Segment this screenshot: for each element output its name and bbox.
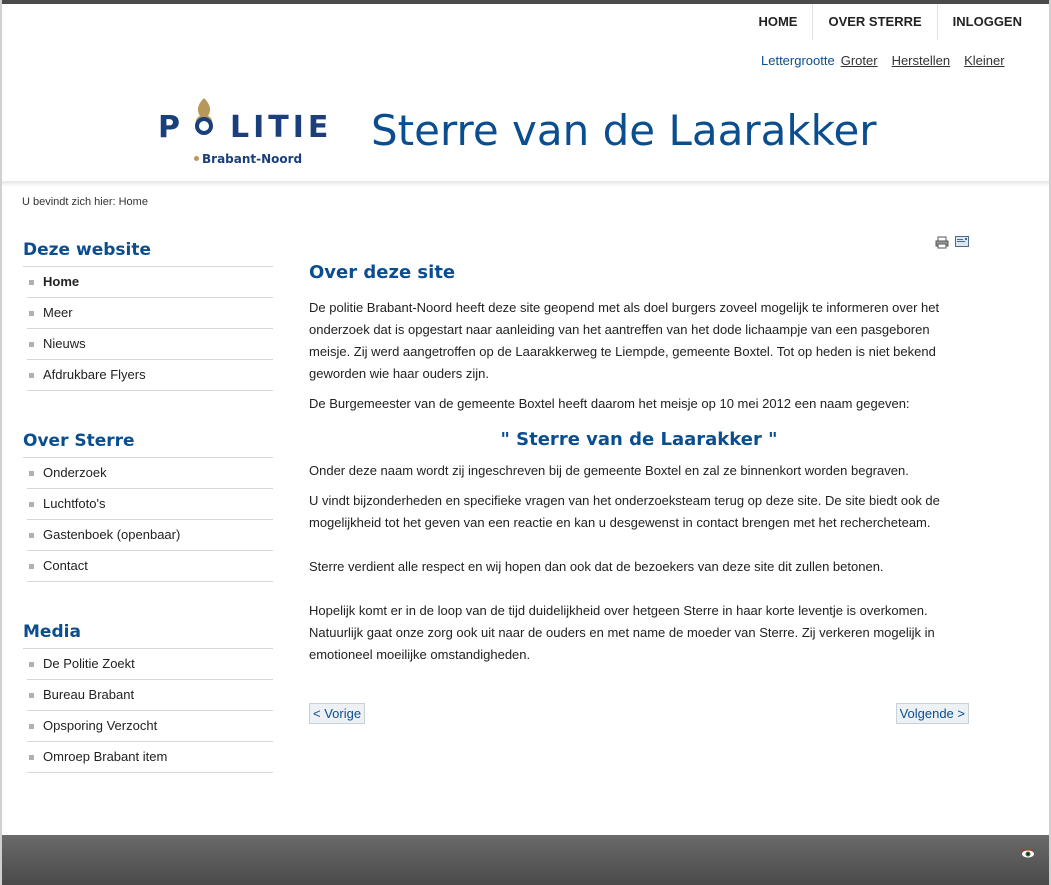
bullet-icon bbox=[29, 280, 34, 285]
article-tools bbox=[935, 236, 969, 249]
main-content bbox=[309, 232, 969, 674]
sidebar-item-contact[interactable] bbox=[27, 551, 273, 582]
politie-emblem-icon bbox=[188, 96, 220, 144]
sidebar-section-deze-website bbox=[23, 238, 273, 391]
sidebar-item-label: Afdrukbare Flyers bbox=[43, 367, 146, 382]
font-smaller-link[interactable]: Kleiner bbox=[964, 53, 1005, 68]
eye-icon[interactable] bbox=[1021, 849, 1035, 859]
nav-login[interactable]: INLOGGEN bbox=[937, 4, 1037, 40]
sidebar bbox=[23, 238, 273, 811]
sidebar-item-meer[interactable] bbox=[27, 298, 273, 329]
sidebar-item-home[interactable] bbox=[27, 267, 273, 298]
sidebar-heading: Deze website bbox=[23, 238, 273, 267]
sidebar-item-label: Luchtfoto's bbox=[43, 496, 106, 511]
top-navigation bbox=[743, 4, 1037, 40]
spacer bbox=[309, 586, 969, 600]
article-title: Over deze site bbox=[309, 262, 456, 283]
sidebar-item-flyers[interactable] bbox=[27, 360, 273, 391]
previous-button[interactable]: < Vorige bbox=[309, 703, 365, 724]
sidebar-heading: Over Sterre bbox=[23, 429, 273, 458]
article-paragraph: Hopelijk komt er in de loop van de tijd duidelijkheid over hetgeen Sterre in haar korte leventje is overkomen. Natuurlijk gaat onze zorg ook uit naar de ouders en met name de moeder van Sterre. Zij verkeren mogelijk in emotioneel moeilijke omstandigheden. bbox=[309, 603, 935, 662]
sidebar-section-media bbox=[23, 620, 273, 773]
bullet-icon bbox=[29, 342, 34, 347]
sidebar-item-label: Gastenboek (openbaar) bbox=[43, 527, 181, 542]
article-paragraph: Onder deze naam wordt zij ingeschreven bij de gemeente Boxtel en zal ze binnenkort worden begraven. bbox=[309, 463, 909, 478]
next-button[interactable]: Volgende > bbox=[896, 703, 969, 724]
sidebar-item-label: Meer bbox=[43, 305, 73, 320]
sidebar-heading: Media bbox=[23, 620, 273, 649]
bullet-icon bbox=[29, 502, 34, 507]
name-heading: " Sterre van de Laarakker " bbox=[500, 429, 778, 450]
bullet-icon bbox=[29, 533, 34, 538]
article-paragraph: U vindt bijzonderheden en specifieke vragen van het onderzoeksteam terug op deze site. De site biedt ook de mogelijkheid tot het geven van een reactie en kan u desgewenst in contact brengen met het rechercheteam. bbox=[309, 493, 940, 530]
article-paragraph: De Burgemeester van de gemeente Boxtel heeft daarom het meisje op 10 mei 2012 een naam gegeven: bbox=[309, 396, 910, 411]
article-paragraph: De politie Brabant-Noord heeft deze site geopend met als doel burgers zoveel mogelijk te informeren over het onderzoek dat is opgestart naar aanleiding van het aantreffen van het dode lichaampje van een pasgeboren meisje. Zij werd aangetroffen op de Laarakkerweg te Liempde, gemeente Boxtel. Tot op heden is niet bekend geworden wie haar ouders zijn. bbox=[309, 300, 940, 381]
bullet-icon bbox=[29, 311, 34, 316]
font-bigger-link[interactable]: Groter bbox=[840, 53, 878, 68]
sidebar-item-label: Opsporing Verzocht bbox=[43, 718, 158, 733]
site-title: Sterre van de Laarakker bbox=[371, 106, 877, 155]
bullet-icon bbox=[29, 373, 34, 378]
politie-logo[interactable] bbox=[158, 94, 333, 166]
logo-region: Brabant-Noord bbox=[202, 152, 303, 166]
sidebar-item-label: Onderzoek bbox=[43, 465, 107, 480]
print-icon[interactable] bbox=[935, 236, 949, 249]
header-separator bbox=[2, 181, 1049, 187]
bullet-icon bbox=[29, 564, 34, 569]
nav-home[interactable]: HOME bbox=[758, 14, 798, 29]
bullet-icon bbox=[29, 755, 34, 760]
sidebar-item-bureau-brabant[interactable] bbox=[27, 680, 273, 711]
breadcrumb: U bevindt zich hier: Home bbox=[22, 196, 148, 208]
article-paragraph: Sterre verdient alle respect en wij hopen dan ook dat de bezoekers van deze site dit zullen betonen. bbox=[309, 559, 884, 574]
sidebar-item-label: Nieuws bbox=[43, 336, 86, 351]
left-border bbox=[0, 0, 2, 885]
sidebar-item-label: Home bbox=[43, 274, 80, 289]
footer bbox=[2, 835, 1049, 885]
sidebar-item-nieuws[interactable] bbox=[27, 329, 273, 360]
sidebar-item-label: De Politie Zoekt bbox=[43, 656, 135, 671]
font-size-controls bbox=[761, 53, 1019, 68]
sidebar-item-onderzoek[interactable] bbox=[27, 458, 273, 489]
font-reset-link[interactable]: Herstellen bbox=[891, 53, 951, 68]
bullet-icon bbox=[29, 471, 34, 476]
logo-letter-p: P bbox=[158, 110, 184, 145]
pagination bbox=[309, 703, 969, 725]
font-size-label: Lettergrootte bbox=[761, 53, 835, 68]
nav-over-sterre[interactable]: OVER STERRE bbox=[812, 4, 936, 40]
email-icon[interactable] bbox=[955, 236, 969, 247]
sidebar-item-gastenboek[interactable] bbox=[27, 520, 273, 551]
spacer bbox=[309, 542, 969, 556]
sidebar-section-over-sterre bbox=[23, 429, 273, 582]
sidebar-item-label: Bureau Brabant bbox=[43, 687, 135, 702]
bullet-icon bbox=[29, 693, 34, 698]
bullet-icon bbox=[29, 724, 34, 729]
sidebar-item-omroep-brabant[interactable] bbox=[27, 742, 273, 773]
sidebar-item-luchtfotos[interactable] bbox=[27, 489, 273, 520]
bullet-icon bbox=[29, 662, 34, 667]
sidebar-item-opsporing-verzocht[interactable] bbox=[27, 711, 273, 742]
sidebar-item-label: Contact bbox=[43, 558, 88, 573]
logo-dot bbox=[194, 156, 199, 161]
logo-word: LITIE bbox=[230, 110, 333, 145]
sidebar-item-politie-zoekt[interactable] bbox=[27, 649, 273, 680]
sidebar-item-label: Omroep Brabant item bbox=[43, 749, 168, 764]
